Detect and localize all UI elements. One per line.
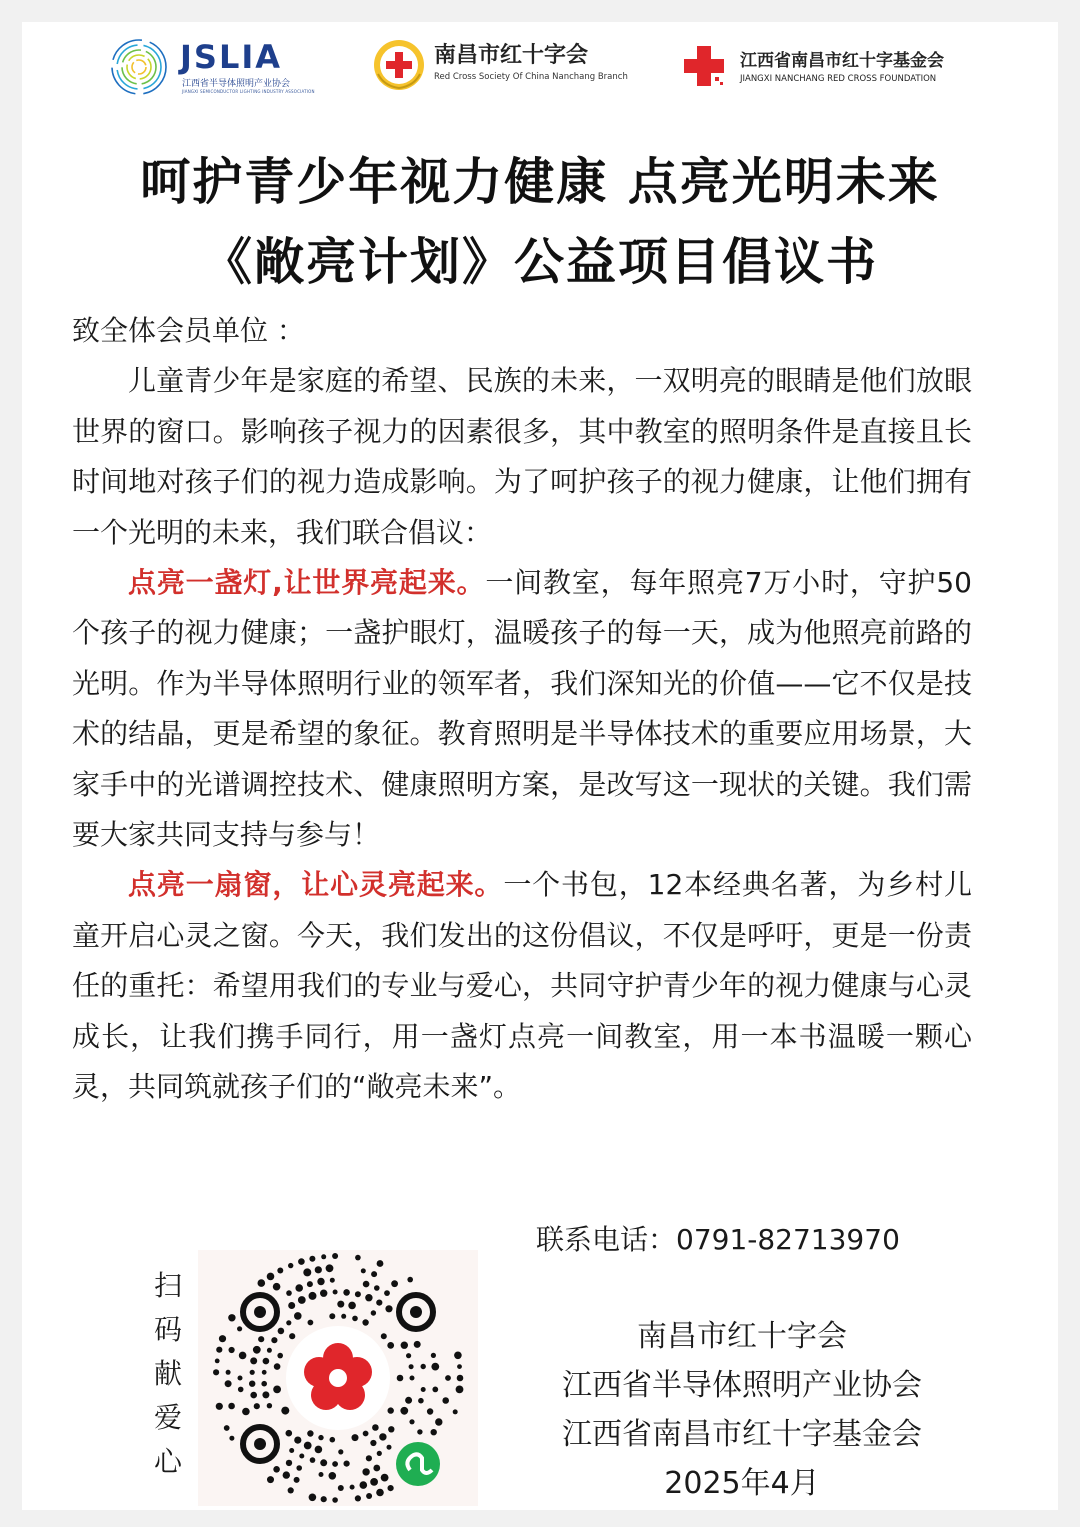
qr-dot bbox=[377, 1260, 384, 1267]
qr-dot bbox=[303, 1268, 311, 1276]
qr-dot bbox=[253, 1346, 261, 1354]
qr-dot bbox=[329, 1472, 337, 1480]
qr-dot bbox=[377, 1451, 382, 1456]
qr-dot bbox=[344, 1461, 350, 1467]
qr-dot bbox=[309, 1494, 317, 1502]
qr-dot bbox=[385, 1305, 392, 1312]
qr-dot bbox=[341, 1314, 346, 1319]
qr-dot bbox=[381, 1333, 387, 1339]
qr-dot bbox=[237, 1326, 242, 1331]
qr-dot bbox=[249, 1381, 255, 1387]
qr-dot bbox=[281, 1407, 289, 1415]
qr-dot bbox=[267, 1273, 275, 1281]
red-cross-nanchang-logo bbox=[372, 32, 628, 102]
qr-dot bbox=[286, 1290, 292, 1296]
qr-dot bbox=[289, 1448, 294, 1453]
qr-dot bbox=[288, 1263, 293, 1268]
rcnc-en-name: Red Cross Society Of China Nanchang Branch bbox=[434, 72, 628, 82]
qr-dot bbox=[317, 1278, 324, 1285]
qr-dot bbox=[431, 1353, 436, 1358]
qr-dot bbox=[432, 1387, 438, 1393]
qr-dot bbox=[294, 1312, 302, 1320]
qr-dot bbox=[242, 1408, 250, 1416]
qr-dot bbox=[374, 1285, 380, 1291]
paragraph-3-text: 一个书包，12本经典名著，为乡村儿童开启心灵之窗。今天，我们发出的这份倡议，不仅是呼吁，更是一份责任的重托：希望用我们的专业与爱心，共同守护青少年的视力健康与心灵成长，让我们携手同行，用一盏灯点亮一间教室，用一本书温暖一颗心灵，共同筑就孩子们的“敞亮未来”。 bbox=[72, 868, 972, 1104]
signature-block bbox=[502, 1312, 982, 1508]
qr-dot bbox=[414, 1341, 421, 1348]
qr-dot bbox=[418, 1398, 424, 1404]
qr-dot bbox=[226, 1370, 231, 1375]
qr-dot bbox=[366, 1455, 372, 1461]
letter-body bbox=[72, 306, 972, 1113]
qr-dot bbox=[309, 1292, 317, 1300]
qr-dot bbox=[387, 1342, 394, 1349]
qr-dot bbox=[363, 1281, 370, 1288]
qr-dot bbox=[457, 1364, 462, 1369]
qr-dot bbox=[286, 1460, 292, 1466]
donate-char: 心 bbox=[153, 1445, 182, 1478]
qr-dot bbox=[228, 1403, 235, 1410]
qr-dot bbox=[376, 1300, 382, 1306]
qr-dot bbox=[406, 1353, 411, 1358]
qr-dot bbox=[366, 1493, 372, 1499]
qr-dot bbox=[320, 1459, 327, 1466]
qr-dot bbox=[370, 1478, 378, 1486]
qr-dot bbox=[289, 1333, 295, 1339]
qr-dot bbox=[379, 1433, 386, 1440]
qr-dot bbox=[298, 1258, 305, 1265]
qr-dot bbox=[410, 1376, 415, 1381]
signature-org-2: 江西省半导体照明产业协会 bbox=[562, 1368, 922, 1403]
qr-dot bbox=[352, 1434, 359, 1441]
donate-caption bbox=[150, 1264, 186, 1484]
qr-dot bbox=[286, 1320, 291, 1325]
paragraph-2-highlight: 点亮一盏灯,让世界亮起来。 bbox=[128, 566, 486, 600]
red-cross-icon bbox=[682, 44, 726, 88]
qr-dot bbox=[294, 1477, 300, 1483]
qr-dot bbox=[401, 1342, 408, 1349]
qr-dot bbox=[435, 1418, 442, 1425]
qr-dot bbox=[355, 1495, 361, 1501]
jslia-wordmark: JSLIA bbox=[180, 38, 283, 76]
qr-dot bbox=[338, 1485, 344, 1491]
qr-dot bbox=[258, 1336, 264, 1342]
qr-dot bbox=[326, 1264, 334, 1272]
qr-dot bbox=[400, 1407, 408, 1415]
qr-dot bbox=[213, 1369, 219, 1375]
qr-dot bbox=[409, 1419, 414, 1424]
qr-dot bbox=[445, 1375, 451, 1381]
qr-dot bbox=[250, 1392, 257, 1399]
qr-dot bbox=[453, 1409, 458, 1414]
qr-dot bbox=[288, 1487, 294, 1493]
qr-dot bbox=[343, 1289, 350, 1296]
qr-dot bbox=[371, 1310, 376, 1315]
qr-dot bbox=[262, 1370, 267, 1375]
jslia-en-name: JIANGXI SEMICONDUCTOR LIGHTING INDUSTRY ASSOCIATION bbox=[182, 89, 315, 94]
qr-dot bbox=[329, 1313, 335, 1319]
qr-dot bbox=[332, 1497, 338, 1503]
rcnc-cn-name: 南昌市红十字会 bbox=[434, 42, 589, 68]
qr-dot bbox=[277, 1353, 283, 1359]
qr-dot bbox=[224, 1425, 230, 1431]
qr-dot bbox=[298, 1296, 306, 1304]
rcf-cn-name: 江西省南昌市红十字基金会 bbox=[740, 51, 944, 71]
qr-dot bbox=[273, 1283, 281, 1291]
qr-dot bbox=[258, 1279, 266, 1287]
qr-dot bbox=[294, 1437, 301, 1444]
proposal-sheet bbox=[22, 22, 1058, 1510]
qr-dot bbox=[273, 1386, 281, 1394]
qr-dot bbox=[274, 1363, 281, 1370]
qr-dot bbox=[254, 1403, 260, 1409]
qr-dot bbox=[332, 1461, 338, 1467]
qr-dot bbox=[388, 1485, 394, 1491]
qr-dot bbox=[215, 1359, 220, 1364]
qr-dot bbox=[337, 1301, 344, 1308]
qr-dot bbox=[286, 1430, 293, 1437]
qr-dot bbox=[388, 1407, 394, 1413]
qr-dot bbox=[376, 1489, 384, 1497]
qr-dot bbox=[309, 1256, 315, 1262]
jslia-swirl-icon bbox=[108, 36, 170, 98]
qr-dot bbox=[250, 1357, 257, 1364]
qr-dot bbox=[387, 1445, 392, 1450]
salutation: 致全体会员单位 ： bbox=[72, 314, 305, 347]
qr-dot bbox=[273, 1466, 280, 1473]
qr-dot bbox=[391, 1280, 398, 1287]
qr-dot bbox=[271, 1337, 277, 1343]
title-line-2: 《敞亮计划》公益项目倡议书 bbox=[202, 233, 878, 291]
qr-dot bbox=[355, 1291, 361, 1297]
qr-dot bbox=[219, 1335, 226, 1342]
qr-dot bbox=[330, 1437, 336, 1443]
qr-dot bbox=[315, 1266, 322, 1273]
paragraph-3-highlight: 点亮一扇窗，让心灵亮起来。 bbox=[128, 868, 504, 902]
signature-org-3: 江西省南昌市红十字基金会 bbox=[562, 1417, 922, 1452]
qr-dot bbox=[267, 1403, 272, 1408]
qr-dot bbox=[307, 1281, 313, 1287]
mini-program-badge-icon bbox=[396, 1442, 440, 1486]
qr-dot bbox=[442, 1397, 449, 1404]
qr-dot bbox=[363, 1431, 369, 1437]
qr-dot bbox=[295, 1284, 303, 1292]
qr-dot bbox=[261, 1381, 267, 1387]
qr-dot bbox=[278, 1328, 285, 1335]
qr-dot bbox=[370, 1440, 376, 1446]
rcf-en-name: JIANGXI NANCHANG RED CROSS FOUNDATION bbox=[740, 74, 937, 84]
qr-dot bbox=[397, 1375, 404, 1382]
contact-phone: 联系电话：0791-82713970 bbox=[536, 1223, 900, 1256]
donate-char: 码 bbox=[153, 1313, 182, 1346]
donate-char: 爱 bbox=[153, 1401, 182, 1434]
qr-dot bbox=[333, 1290, 338, 1295]
qr-dot bbox=[320, 1290, 327, 1297]
qr-dot bbox=[238, 1376, 243, 1381]
qr-dot bbox=[321, 1496, 327, 1502]
qr-dot bbox=[288, 1302, 295, 1309]
qr-dot bbox=[388, 1426, 394, 1432]
qr-dot bbox=[407, 1277, 413, 1283]
red-cross-foundation-logo bbox=[682, 32, 972, 102]
qr-dot bbox=[216, 1403, 223, 1410]
qr-dot bbox=[338, 1449, 343, 1454]
qr-dot bbox=[381, 1474, 389, 1482]
qr-dot bbox=[225, 1380, 232, 1387]
qr-dot bbox=[307, 1430, 313, 1436]
jslia-cn-name: 江西省半导体照明产业协会 bbox=[182, 79, 291, 89]
paragraph-2 bbox=[72, 558, 972, 860]
qr-dot bbox=[373, 1465, 380, 1472]
qr-dot bbox=[229, 1436, 234, 1441]
qr-dot bbox=[238, 1387, 244, 1393]
logo-header bbox=[22, 22, 1058, 112]
qr-dot bbox=[267, 1476, 274, 1483]
mini-program-qr-code[interactable] bbox=[198, 1250, 478, 1506]
qr-dot bbox=[315, 1446, 323, 1454]
paragraph-1: 儿童青少年是家庭的希望、民族的未来，一双明亮的眼睛是他们放眼世界的窗口。影响孩子视力的因素很多，其中教室的照明条件是直接且长时间地对孩子们的视力造成影响。为了呵护孩子的视力健康，让他们拥有一个光明的未来，我们联合倡议： bbox=[72, 364, 972, 549]
qr-dot bbox=[228, 1314, 235, 1321]
qr-dot bbox=[362, 1319, 368, 1325]
qr-dot bbox=[361, 1268, 366, 1273]
qr-dot bbox=[431, 1429, 437, 1435]
paragraph-3 bbox=[72, 860, 972, 1112]
qr-dot bbox=[318, 1435, 323, 1440]
jslia-logo bbox=[108, 32, 315, 102]
qr-dot bbox=[348, 1302, 356, 1310]
flower-logo-icon bbox=[286, 1326, 390, 1430]
qr-dot bbox=[319, 1472, 324, 1477]
qr-dot bbox=[350, 1485, 355, 1490]
qr-dot bbox=[427, 1408, 433, 1414]
donate-char: 献 bbox=[153, 1357, 182, 1390]
title-line-1: 呵护青少年视力健康 点亮光明未来 bbox=[140, 153, 940, 211]
qr-dot bbox=[352, 1316, 358, 1322]
qr-dot bbox=[308, 1320, 314, 1326]
qr-dot bbox=[299, 1454, 304, 1459]
qr-dot bbox=[384, 1290, 390, 1296]
qr-dot bbox=[365, 1294, 372, 1301]
qr-dot bbox=[431, 1363, 439, 1371]
qr-dot bbox=[321, 1254, 326, 1259]
qr-dot bbox=[310, 1457, 316, 1463]
qr-dot bbox=[277, 1268, 283, 1274]
qr-dot bbox=[362, 1468, 369, 1475]
qr-dot bbox=[372, 1424, 379, 1431]
qr-dot bbox=[267, 1348, 272, 1353]
qr-dot bbox=[216, 1347, 222, 1353]
donate-char: 扫 bbox=[153, 1269, 182, 1302]
qr-dot bbox=[409, 1364, 414, 1369]
qr-dot bbox=[421, 1387, 426, 1392]
qr-dot bbox=[283, 1471, 290, 1478]
signature-date: 2025年4月 bbox=[664, 1466, 820, 1501]
qr-dot bbox=[360, 1481, 368, 1489]
qr-dot bbox=[250, 1370, 255, 1375]
qr-dot bbox=[421, 1364, 426, 1369]
qr-dot bbox=[330, 1278, 335, 1283]
qr-dot bbox=[454, 1352, 462, 1360]
qr-dot bbox=[405, 1397, 412, 1404]
signature-org-1: 南昌市红十字会 bbox=[637, 1319, 847, 1354]
qr-dot bbox=[263, 1358, 270, 1365]
qr-dot bbox=[229, 1347, 235, 1353]
qr-dot bbox=[304, 1442, 312, 1450]
qr-dot bbox=[332, 1253, 338, 1259]
qr-dot bbox=[371, 1271, 377, 1277]
qr-dot bbox=[456, 1386, 464, 1394]
red-cross-emblem-icon bbox=[372, 38, 426, 92]
qr-code-icon bbox=[198, 1250, 478, 1506]
qr-dot bbox=[457, 1375, 464, 1382]
qr-dot bbox=[417, 1429, 422, 1434]
qr-dot bbox=[262, 1391, 269, 1398]
qr-dot bbox=[355, 1255, 361, 1261]
qr-dot bbox=[239, 1352, 247, 1360]
qr-dot bbox=[296, 1465, 302, 1471]
paragraph-2-text: 一间教室，每年照亮7万小时，守护50个孩子的视力健康；一盏护眼灯，温暖孩子的每一天，成为他照亮前路的光明。作为半导体照明行业的领军者，我们深知光的价值——它不仅是技术的结晶，更是希望的象征。教育照明是半导体技术的重要应用场景，大家手中的光谱调控技术、健康照明方案，是改写这一现状的关键。我们需要大家共同支持与参与！ bbox=[72, 566, 972, 852]
